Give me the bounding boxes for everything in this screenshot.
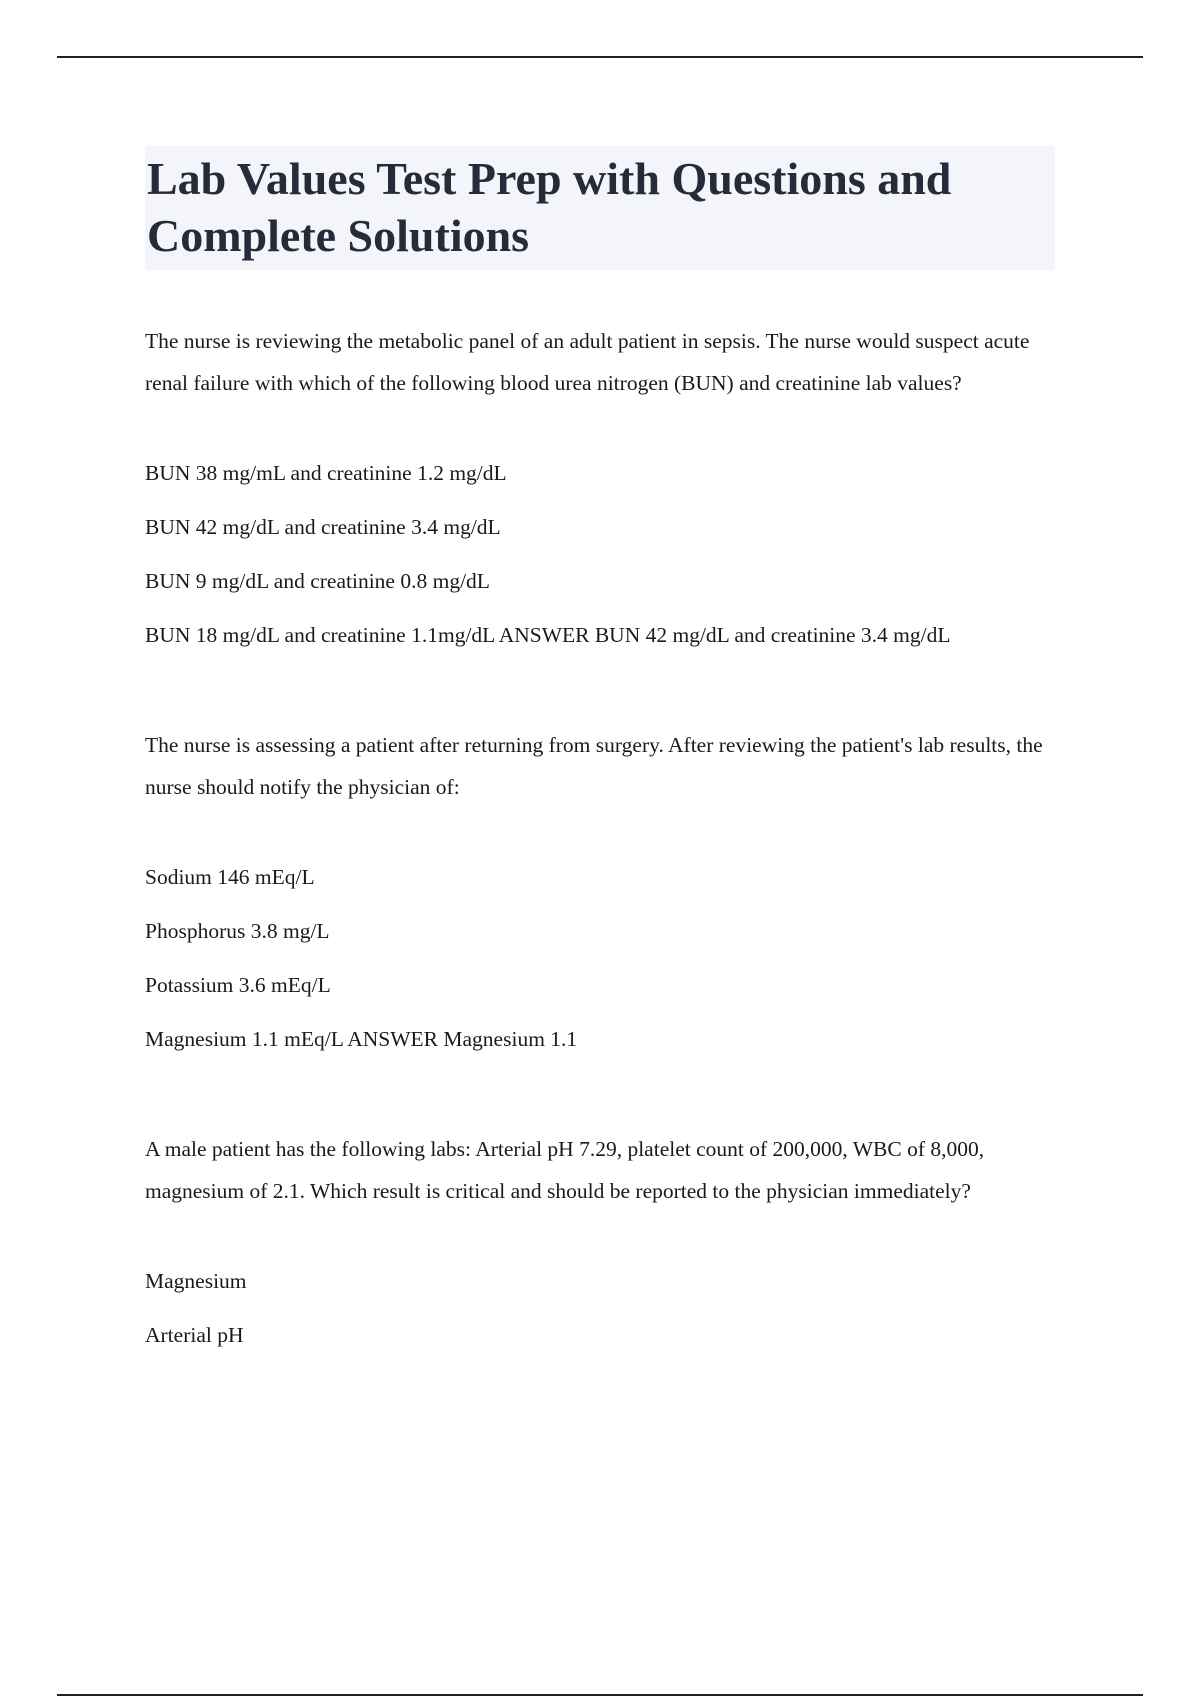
question-stem: The nurse is reviewing the metabolic panel of an adult patient in sepsis. The nurse would suspect acute renal failure with which of the following blood urea nitrogen (BUN) and creatinine lab values? [145,329,1030,395]
answer-option: BUN 38 mg/mL and creatinine 1.2 mg/dL [145,461,507,485]
answer-options [145,452,1055,656]
answer-option: Arterial pH [145,1323,244,1347]
answer-option: BUN 18 mg/dL and creatinine 1.1mg/dL ANSWER BUN 42 mg/dL and creatinine 3.4 mg/dL [145,623,951,647]
title-banner [145,146,1055,270]
answer-option: Magnesium [145,1269,247,1293]
answer-option: Phosphorus 3.8 mg/L [145,919,330,943]
document-body [145,146,1055,1368]
document-title: Lab Values Test Prep with Questions and Complete Solutions [147,153,952,261]
answer-option: Potassium 3.6 mEq/L [145,973,331,997]
question-2 [145,724,1055,1060]
answer-option: Magnesium 1.1 mEq/L ANSWER Magnesium 1.1 [145,1027,578,1051]
answer-option: BUN 9 mg/dL and creatinine 0.8 mg/dL [145,569,490,593]
question-stem: The nurse is assessing a patient after returning from surgery. After reviewing the patient's lab results, the nurse should notify the physician of: [145,733,1043,799]
answer-option: Sodium 146 mEq/L [145,865,315,889]
question-3 [145,1128,1055,1356]
header-rule [57,56,1143,58]
question-1 [145,320,1055,656]
footer-rule [57,1694,1143,1696]
answer-option: BUN 42 mg/dL and creatinine 3.4 mg/dL [145,515,501,539]
question-stem: A male patient has the following labs: Arterial pH 7.29, platelet count of 200,000, WBC of 8,000, magnesium of 2.1. Which result is critical and should be reported to the physician immediately? [145,1137,985,1203]
answer-options [145,856,1055,1060]
answer-options [145,1260,1055,1356]
